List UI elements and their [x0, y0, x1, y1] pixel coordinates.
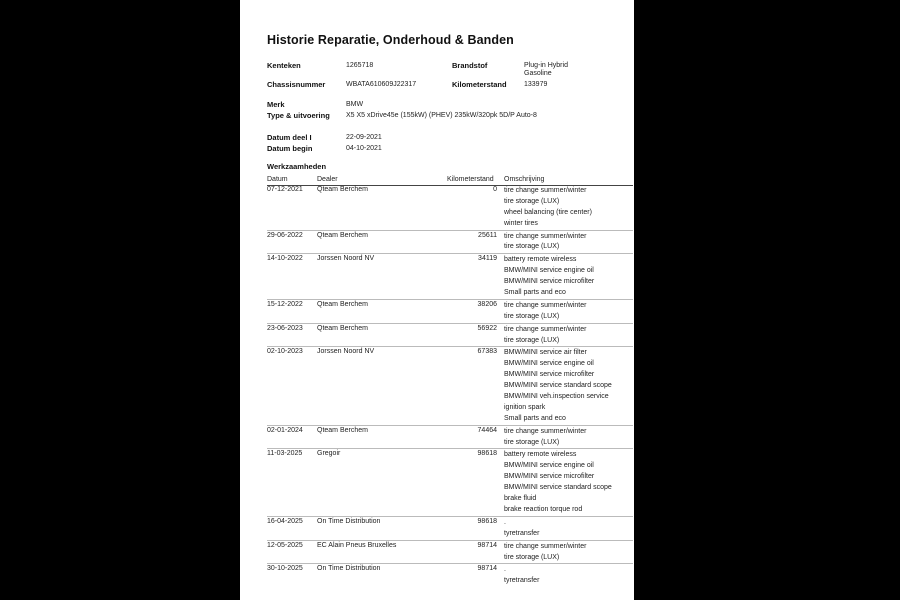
row-omschrijving-line: tire storage (LUX) — [504, 336, 560, 344]
row-kilometerstand: 0 — [493, 186, 497, 193]
row-omschrijving-line: brake fluid — [504, 495, 537, 503]
row-omschrijving-line: BMW/MINI service microfilter — [504, 278, 595, 286]
row-omschrijving-line: BMW/MINI service microfilter — [504, 371, 595, 379]
row-omschrijving — [504, 185, 633, 230]
row-omschrijving-line: wheel balancing (tire center) — [504, 208, 592, 216]
brandstof-line-1: Plug-in Hybrid — [524, 62, 568, 69]
datum-deel1-label: Datum deel I — [267, 133, 312, 142]
row-dealer: EC Alain Pneus Bruxelles — [317, 541, 397, 549]
row-kilometerstand: 98714 — [477, 541, 497, 549]
row-omschrijving — [504, 426, 633, 449]
row-omschrijving — [504, 541, 633, 564]
kenteken-label: Kenteken — [267, 61, 301, 70]
row-kilometerstand: 98714 — [477, 565, 497, 573]
row-omschrijving-line: tire change summer/winter — [504, 301, 587, 309]
row-omschrijving — [504, 254, 633, 299]
row-omschrijving — [504, 324, 633, 347]
row-dealer: On Time Distribution — [317, 565, 381, 573]
row-omschrijving-line: tire storage (LUX) — [504, 438, 560, 446]
row-omschrijving-line: ignition spark — [504, 403, 546, 411]
brandstof-label: Brandstof — [452, 61, 488, 70]
row-dealer: Gregoir — [317, 450, 341, 458]
row-omschrijving-line: BMW/MINI service engine oil — [504, 267, 594, 275]
row-kilometerstand: 56922 — [477, 324, 497, 332]
row-omschrijving-line: Small parts and eco — [504, 414, 566, 422]
table-row — [267, 425, 633, 449]
type-value: X5 X5 xDrive45e (155kW) (PHEV) 235kW/320pk 5D/P Auto-8 — [346, 112, 537, 119]
row-date: 11-03-2025 — [267, 450, 303, 458]
brandstof-value — [524, 62, 568, 78]
document-page — [240, 0, 634, 600]
row-date: 02-10-2023 — [267, 348, 303, 356]
row-omschrijving-line: winter tires — [504, 219, 538, 227]
row-date: 12-05-2025 — [267, 541, 303, 549]
chassis-value: WBATA610609J22317 — [346, 81, 417, 88]
row-dealer: Jorssen Noord NV — [317, 255, 375, 263]
row-dealer: Qteam Berchem — [317, 231, 368, 239]
row-omschrijving — [504, 347, 633, 424]
row-omschrijving-line: tire storage (LUX) — [504, 243, 560, 251]
row-dealer: Jorssen Noord NV — [317, 348, 375, 356]
row-omschrijving-line: battery remote wireless — [504, 451, 577, 459]
row-omschrijving-line: BMW/MINI service air filter — [504, 349, 587, 357]
row-omschrijving-line: . — [504, 518, 506, 526]
row-dealer: Qteam Berchem — [317, 186, 368, 193]
work-table — [267, 185, 633, 587]
row-omschrijving-line: tire change summer/winter — [504, 187, 587, 194]
row-omschrijving — [504, 231, 633, 254]
row-date: 23-06-2023 — [267, 324, 303, 332]
row-omschrijving-line: tire change summer/winter — [504, 427, 587, 435]
row-date: 30-10-2025 — [267, 565, 303, 573]
row-kilometerstand: 98618 — [477, 450, 497, 458]
datum-deel1-value: 22-09-2021 — [346, 134, 382, 141]
table-row — [267, 563, 633, 587]
table-row — [267, 185, 633, 230]
row-omschrijving-line: . — [504, 566, 506, 574]
merk-value: BMW — [346, 101, 364, 108]
table-row — [267, 230, 633, 254]
row-omschrijving-line: BMW/MINI service engine oil — [504, 360, 594, 368]
row-omschrijving-line: tire change summer/winter — [504, 325, 587, 333]
row-date: 29-06-2022 — [267, 231, 303, 239]
row-date: 14-10-2022 — [267, 255, 303, 263]
row-kilometerstand: 25611 — [478, 231, 497, 239]
row-omschrijving-line: tire storage (LUX) — [504, 553, 560, 561]
row-omschrijving — [504, 449, 633, 515]
table-row — [267, 346, 633, 424]
brandstof-line-2: Gasoline — [524, 70, 552, 77]
row-date: 02-01-2024 — [267, 426, 303, 434]
row-dealer: Qteam Berchem — [317, 300, 368, 308]
kilometerstand-label: Kilometerstand — [452, 80, 507, 89]
row-omschrijving-line: battery remote wireless — [504, 256, 577, 264]
kenteken-value: 1265718 — [346, 62, 374, 69]
table-row — [267, 448, 633, 515]
type-label: Type & uitvoering — [267, 111, 330, 120]
col-dealer: Dealer — [317, 176, 338, 183]
row-date: 15-12-2022 — [267, 300, 303, 308]
col-kilometerstand: Kilometerstand — [447, 176, 494, 183]
row-kilometerstand: 38206 — [477, 300, 497, 308]
merk-label: Merk — [267, 100, 285, 109]
row-dealer: Qteam Berchem — [317, 426, 368, 434]
col-datum: Datum — [267, 176, 288, 183]
row-dealer: Qteam Berchem — [317, 324, 368, 332]
row-date: 07-12-2021 — [267, 186, 303, 193]
row-omschrijving-line: tyretransfer — [504, 577, 540, 585]
werkzaamheden-heading: Werkzaamheden — [267, 162, 327, 171]
row-omschrijving-line: BMW/MINI service standard scope — [504, 382, 612, 390]
table-row — [267, 323, 633, 347]
table-row — [267, 516, 633, 540]
datum-begin-label: Datum begin — [267, 144, 313, 153]
row-omschrijving-line: Small parts and eco — [504, 289, 566, 297]
row-omschrijving — [504, 564, 633, 587]
row-omschrijving-line: tyretransfer — [504, 529, 540, 537]
row-date: 16-04-2025 — [267, 517, 303, 525]
row-kilometerstand: 34119 — [478, 255, 497, 263]
table-row — [267, 253, 633, 299]
row-omschrijving-line: BMW/MINI veh.inspection service — [504, 393, 609, 401]
row-kilometerstand: 98618 — [477, 517, 497, 525]
chassis-label: Chassisnummer — [267, 80, 326, 89]
row-omschrijving — [504, 517, 633, 540]
row-omschrijving-line: tire storage (LUX) — [504, 312, 560, 320]
row-omschrijving-line: BMW/MINI service microfilter — [504, 473, 595, 481]
page-title: Historie Reparatie, Onderhoud & Banden — [267, 33, 514, 47]
row-kilometerstand: 67383 — [477, 348, 497, 356]
col-omschrijving: Omschrijving — [504, 176, 545, 183]
row-omschrijving-line: BMW/MINI service engine oil — [504, 462, 594, 470]
row-omschrijving-line: tire change summer/winter — [504, 542, 587, 550]
row-omschrijving — [504, 300, 633, 323]
row-dealer: On Time Distribution — [317, 517, 381, 525]
kilometerstand-value: 133979 — [524, 81, 548, 88]
datum-begin-value: 04-10-2021 — [346, 145, 382, 152]
row-omschrijving-line: brake reaction torque rod — [504, 505, 583, 513]
table-row — [267, 540, 633, 564]
row-omschrijving-line: BMW/MINI service standard scope — [504, 484, 612, 492]
table-row — [267, 299, 633, 323]
row-kilometerstand: 74464 — [477, 426, 497, 434]
row-omschrijving-line: tire change summer/winter — [504, 232, 587, 240]
row-omschrijving-line: tire storage (LUX) — [504, 197, 560, 205]
